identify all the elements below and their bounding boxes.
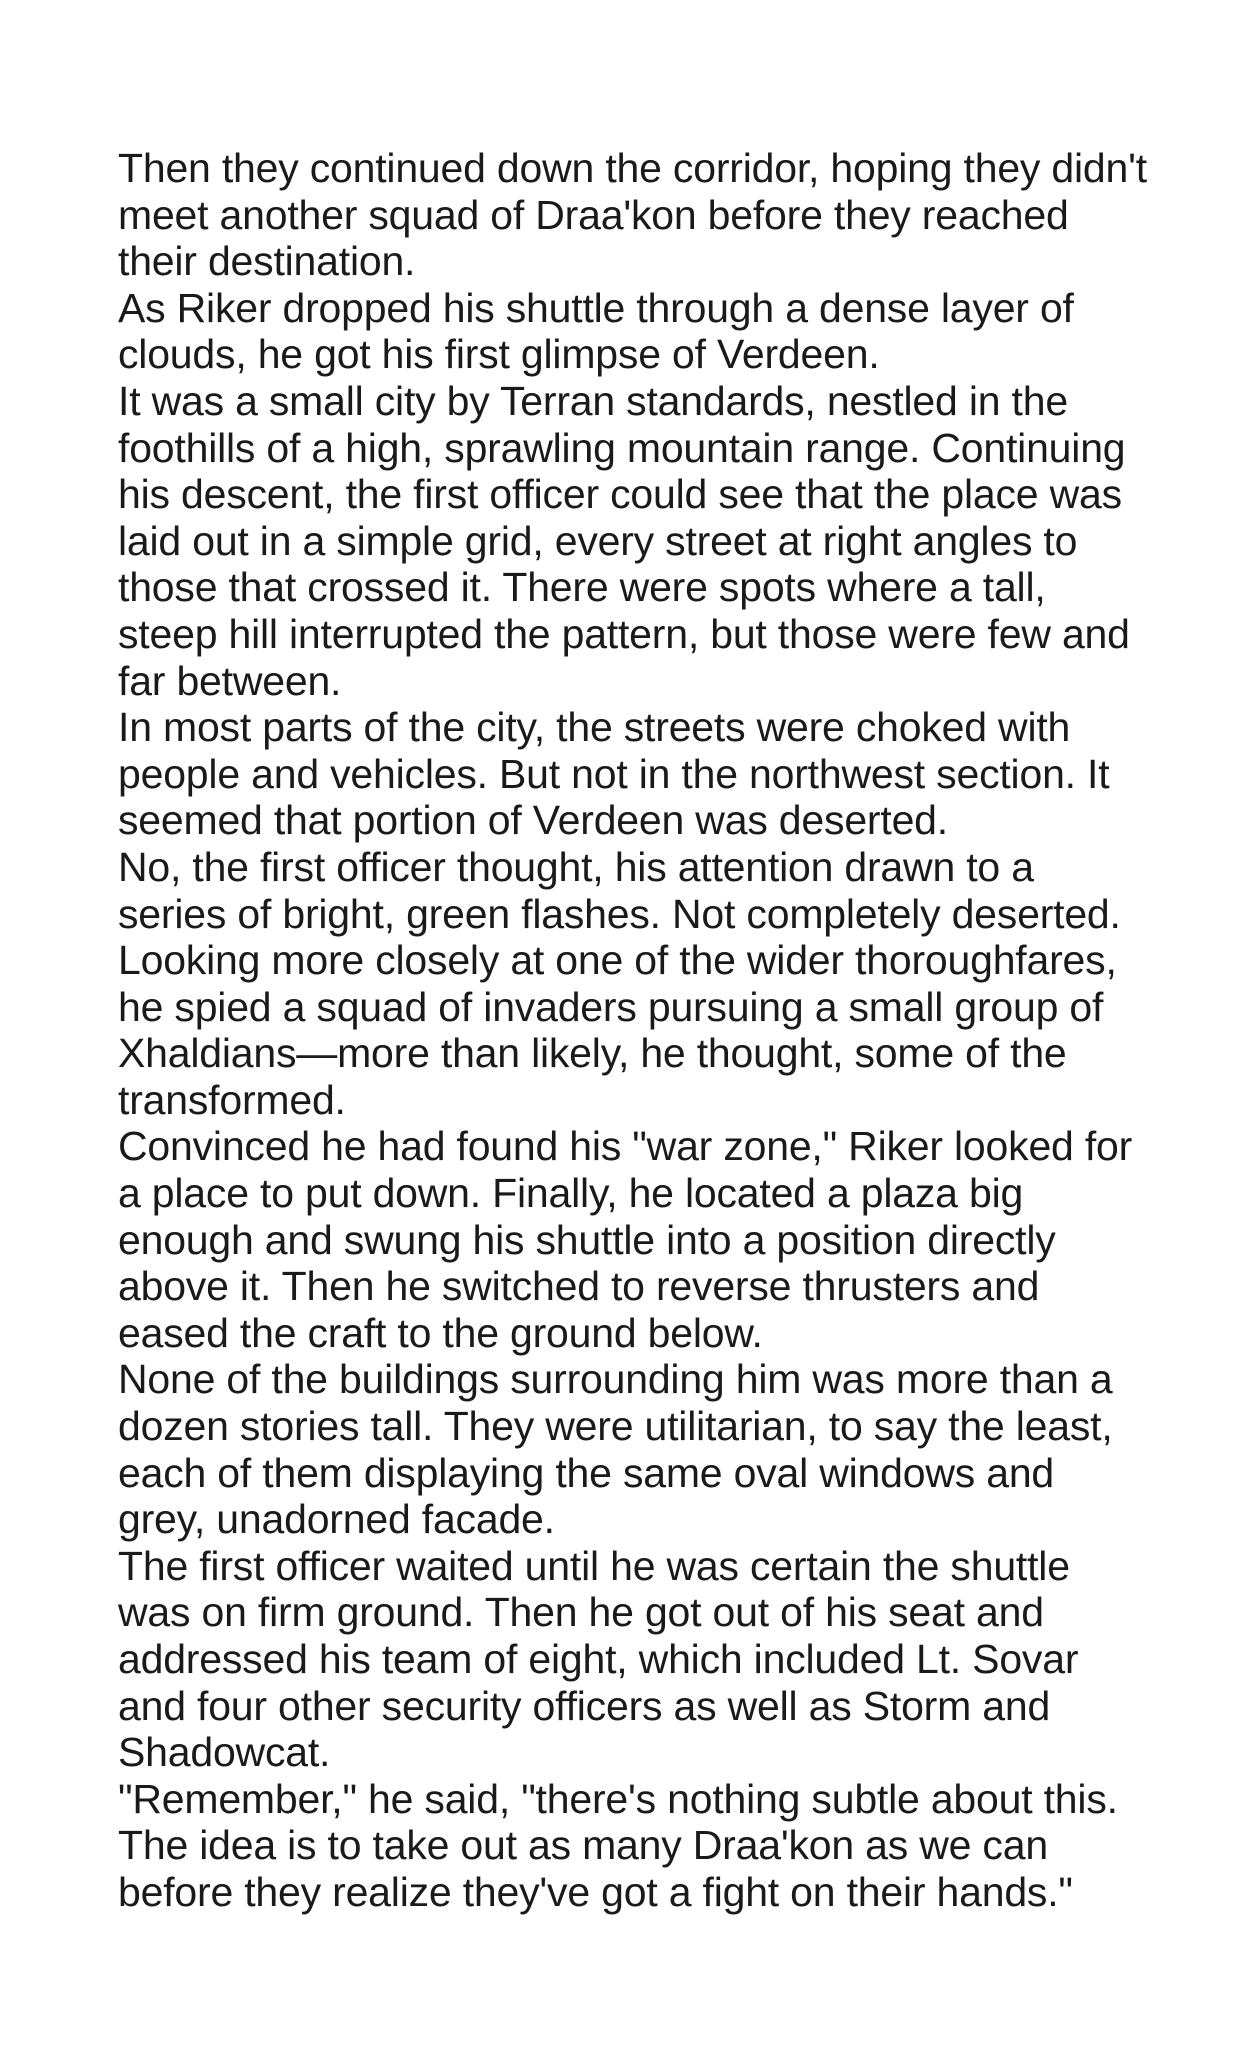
paragraph: It was a small city by Terran standards, nestled in the foothills of a high, sprawling mountain range. Continuing his descent, the first officer could see that the place was laid out in a simple grid, every street at right angles to those that crossed it. There were spots where a tall, steep hill interrupted the pattern, but those were few and far between. <box>118 377 1130 704</box>
paragraph: The first officer waited until he was certain the shuttle was on firm ground. Then he got out of his seat and addressed his team of eight, which included Lt. Sovar and four other security officers as well as Storm and Shadowcat. <box>118 1542 1079 1776</box>
paragraph: Looking more closely at one of the wider thoroughfares, he spied a squad of invaders pursuing a small group of Xhaldians—more than likely, he thought, some of the transformed. <box>118 937 1117 1123</box>
paragraph: Then they continued down the corridor, hoping they didn't meet another squad of Draa'kon before they reached their destination. <box>118 145 1147 285</box>
paragraph: "Remember," he said, "there's nothing subtle about this. The idea is to take out as many Draa'kon as we can before they realize they've got a fight on their hands." <box>118 1775 1118 1915</box>
paragraph: Convinced he had found his "war zone," Riker looked for a place to put down. Finally, he located a plaza big enough and swung his shuttle into a position directly above it. Then he switched to reverse thrusters and eased the craft to the ground below. <box>118 1123 1133 1356</box>
document-page <box>118 145 1148 1916</box>
paragraph: No, the first officer thought, his attention drawn to a series of bright, green flashes. Not completely deserted. <box>118 843 1121 937</box>
paragraph: As Riker dropped his shuttle through a dense layer of clouds, he got his first glimpse of Verdeen. <box>118 284 1074 378</box>
paragraph: None of the buildings surrounding him was more than a dozen stories tall. They were utilitarian, to say the least, each of them displaying the same oval windows and grey, unadorned facade. <box>118 1356 1113 1543</box>
paragraph: In most parts of the city, the streets were choked with people and vehicles. But not in the northwest section. It seemed that portion of Verdeen was deserted. <box>118 704 1110 844</box>
